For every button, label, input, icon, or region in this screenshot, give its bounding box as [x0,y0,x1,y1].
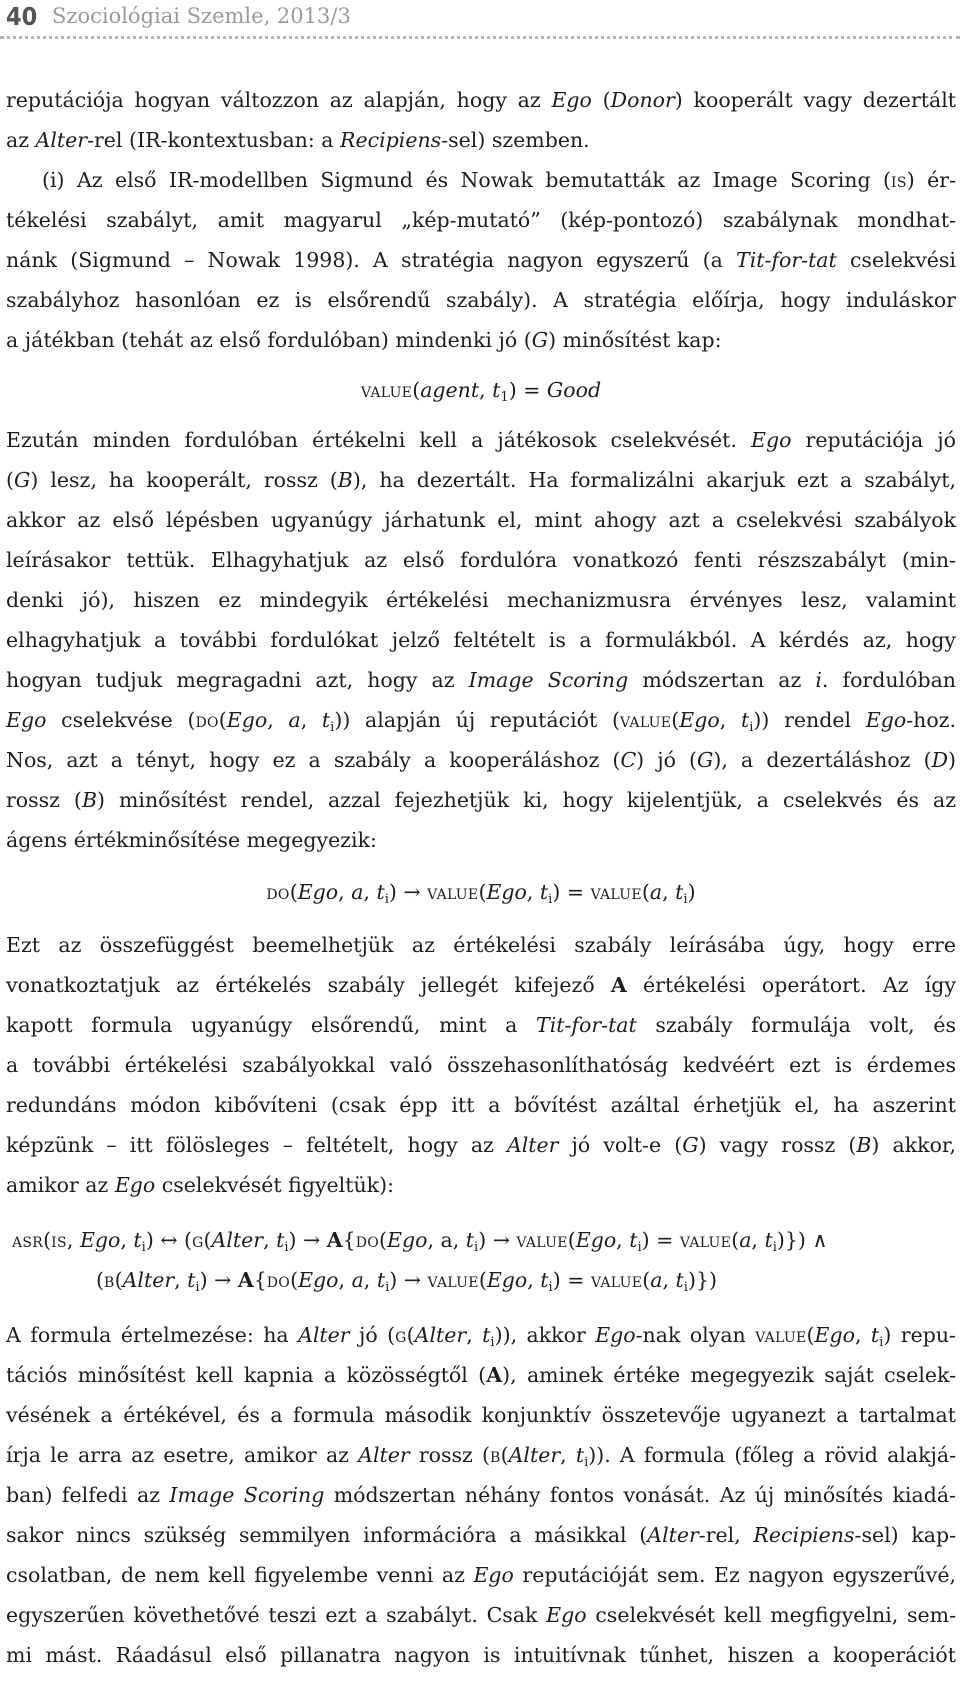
text-run: { [253,1268,267,1292]
text-run: )}) [687,1268,718,1292]
text-run: ( [6,468,14,492]
text-run: t [740,708,750,732]
text-run: Alter [508,1443,561,1467]
text-run: value [427,1268,479,1292]
text-run: t [276,1228,285,1252]
text-run: do [355,1228,380,1252]
text-run: )}) ∧ [776,1228,828,1252]
text-run: Ego [6,708,47,732]
text-run: i [879,1335,884,1350]
text-run: A formula értelmezése: ha [6,1323,299,1347]
text-run: value [619,708,672,732]
text-run: . [821,668,829,692]
text-run: a [288,708,301,732]
text-run: Ego [114,1173,156,1197]
text-run: B [337,468,353,492]
text-run: ( [406,1323,415,1347]
text-run: vonatkoztatjuk az értékelés szabály jellegét kifejező [6,973,611,997]
text-run: ) → [388,880,428,904]
text-run: ) = [508,378,547,402]
text-line [6,780,956,820]
text-run: do [266,880,290,904]
text-line [6,925,956,965]
text-run: ban) felfedi az [6,1483,170,1507]
text-run: i [141,1240,146,1255]
text-run: is [891,168,907,192]
text-run: ( [218,708,227,732]
text-run: t [482,1323,491,1347]
text-run: , [466,1323,483,1347]
text-run: Alter [506,1133,559,1157]
text-run: (i) Az első IR-modellben Sigmund és Nowak bemutatták az Image Scoring ( [42,168,892,192]
text-run: , [662,1268,676,1292]
text-run: Alter [358,1443,410,1467]
text-run: ( [671,708,680,732]
text-run: Good [546,378,602,402]
text-run: ( [641,880,650,904]
text-run: Ego [79,1228,121,1252]
text-line [6,1165,956,1205]
text-line [6,1515,956,1555]
text-run: t [870,1323,880,1347]
text-run: Ego [814,1323,855,1347]
text-line [6,1085,956,1125]
text-run: ) kooperált vagy dezertált [674,88,956,112]
text-run: t [321,708,331,732]
text-run: ( [203,1228,212,1252]
text-run: t [133,1228,142,1252]
header-divider [0,36,960,39]
text-line [6,1635,956,1675]
text-run: ) vagy rossz ( [698,1133,857,1157]
text-run: Ego [751,428,792,452]
text-run: Ego [575,1228,617,1252]
text-run: t [376,1268,386,1292]
text-run: ágens értékminősítése megegyezik: [6,828,377,852]
text-run: i [384,892,389,907]
text-run: , [363,1268,377,1292]
text-run: value [679,1228,732,1252]
text-run: agent [420,378,480,402]
text-line [6,1125,956,1165]
text-line [6,820,956,860]
text-run: Ego [486,1268,528,1292]
text-line [6,200,956,240]
text-run: i [637,1240,642,1255]
text-run: t [187,1268,196,1292]
text-run: a [351,1268,364,1292]
text-run: do [195,708,219,732]
text-line [6,460,956,500]
running-header [0,0,960,34]
text-run: t [376,880,385,904]
text-run: )), akkor [494,1323,596,1347]
text-run: do [266,1268,291,1292]
text-line [6,420,956,460]
text-run: i [284,1240,289,1255]
text-run: , [526,880,540,904]
text-run: i [490,1335,495,1350]
text-run: A [610,973,627,997]
text-run: akkor az első lépésben ugyanúgy járhatunk el, mint ahogy azt a cselekvési szabályok [6,508,956,532]
text-run: cselekvése ( [46,708,196,732]
text-run: ) [687,880,696,904]
text-run: írja le arra az esetre, amikor az [6,1443,359,1467]
text-run: i [584,1455,589,1470]
text-run: szabályhoz hasonlóan ez is elsőrendű szabály). A stratégia előírja, hogy induláskor [6,288,956,312]
text-run: i [385,1280,390,1295]
text-run: A [326,1228,343,1252]
text-run: ) → [389,1268,428,1292]
text-run: Ezután minden fordulóban értékelni kell a játékosok cselekvését. [6,428,751,452]
text-run: ) = [552,1268,591,1292]
text-run: rossz ( [6,788,82,812]
text-run: ), a dezertáláshoz ( [713,748,932,772]
text-run: G [682,1133,699,1157]
text-run: i [749,720,754,735]
text-run: Ego [595,1323,636,1347]
text-run: ) → [288,1228,327,1252]
text-run: értékelési operátort. Az így [626,973,956,997]
text-run: amikor az [6,1173,115,1197]
text-run: , [719,708,741,732]
text-line [6,580,956,620]
text-run: az [6,128,36,152]
text-run: cselekvési [836,248,956,272]
text-run: value [516,1228,568,1252]
page-number: 40 [6,2,38,31]
text-run: tékelési szabályt, amit magyarul „kép-mutató” (kép-pontozó) szabálynak mondhat- [6,208,956,232]
text-run: képzünk – itt fölösleges – feltételt, hogy az [6,1133,507,1157]
text-run: ) repu- [883,1323,956,1347]
text-run: i [474,1240,479,1255]
text-run: ( [591,88,611,112]
text-run: ), aminek értéke megegyezik saját cselek- [502,1363,956,1387]
text-run: 1 [500,390,509,405]
text-line [6,80,956,120]
text-line [6,660,956,700]
text-run: i [330,720,335,735]
text-line [6,1005,956,1045]
text-run: Ego [297,880,339,904]
text-run: redundáns módon kibővíteni (csak épp itt a bővítést azáltal érhetjük el, ha aszerint [6,1093,956,1117]
text-run: ) = [641,1228,680,1252]
text-run: value [360,378,413,402]
text-line [6,1435,956,1475]
text-run: t [629,1228,638,1252]
text-run: vésének a értékével, és a formula második konjunktív összetevője ugyanezt a tartalmat [6,1403,956,1427]
text-run: Ezt az összefüggést beemelhetjük az értékelési szabály leírásába úgy, hogy erre [6,933,956,957]
text-line [6,500,956,540]
text-run: i [548,892,553,907]
text-run: B [81,788,98,812]
text-run: t [575,1443,585,1467]
text-run: szabály formulája volt, és [636,1013,956,1037]
text-run: nánk (Sigmund – Nowak 1998). A stratégia nagyon egyszerű (a [6,248,737,272]
text-run: , [263,1228,277,1252]
text-line [6,1315,956,1355]
text-run: ( [567,1228,576,1252]
text-run: , [66,1228,80,1252]
formula-line [6,872,956,912]
text-run: ( [96,1268,104,1292]
text-run: i [683,1280,688,1295]
text-run: -rel, [698,1523,754,1547]
text-line [6,1555,956,1595]
text-run: i [195,1280,200,1295]
text-run: reputációja hogyan változzon az alapján, hogy az [6,88,552,112]
text-run: )) rendel [753,708,866,732]
text-run: )). A formula (főleg a rövid alakjá- [588,1443,956,1467]
text-run: ( [290,1268,299,1292]
text-run: t [764,1228,773,1252]
text-run: csolatban, de nem kell figyelembe venni az [6,1563,474,1587]
text-run: , [616,1228,630,1252]
text-run: Alter [122,1268,175,1292]
text-run: , [300,708,322,732]
text-line [6,620,956,660]
text-run: t [675,1268,684,1292]
text-run: value [755,1323,807,1347]
text-run: hogyan tudjuk megragadni azt, hogy az [6,668,469,692]
text-run: Ego [546,1603,587,1627]
text-run: , [338,880,352,904]
text-run: a játékban (tehát az első fordulóban) mindenki jó ( [6,328,532,352]
text-run: Tit-for-tat [736,248,837,272]
text-run: i [815,668,822,692]
text-run: a [649,880,663,904]
text-line [6,1475,956,1515]
text-run: Image Scoring [169,1483,325,1507]
text-line [6,540,956,580]
text-run: value [590,880,642,904]
text-line [6,965,956,1005]
text-run: D [931,748,948,772]
text-run: ( [412,378,421,402]
text-run: Image Scoring [468,668,629,692]
formula-line [6,370,956,410]
text-line [6,160,956,200]
text-run: Ego [298,1268,339,1292]
text-run: , [479,378,493,402]
text-run: Ego [551,88,592,112]
text-run: G [14,468,31,492]
text-run: b [104,1268,115,1292]
text-run: ( [500,1443,509,1467]
text-run: módszertan az [628,668,816,692]
text-run: , [174,1268,188,1292]
text-run: denki jó), hiszen ez mindegyik értékelési mechanizmusra érvényes lesz, valamint [6,588,956,612]
text-line [6,240,956,280]
text-run: ( [43,1228,52,1252]
text-run: g [395,1323,407,1347]
text-run: rossz ( [409,1443,490,1467]
text-run: ), ha dezertált. Ha formalizálni akarjuk ezt a szabályt, [352,468,956,492]
text-run: Tit-for-tat [536,1013,637,1037]
text-line [6,320,956,360]
text-run: egyszerűen követhetővé teszi ezt a szabályt. Csak [6,1603,547,1627]
text-run: ) = [552,880,591,904]
text-line [6,280,956,320]
text-line [6,700,956,740]
text-run: -nak olyan [635,1323,756,1347]
text-run: A [237,1268,254,1292]
text-run: Alter [35,128,88,152]
formula-line [6,1220,956,1260]
text-run: Recipiens [340,128,442,152]
text-run: reputációja jó [791,428,957,452]
text-run: ( [731,1228,740,1252]
text-run: a [650,1268,663,1292]
text-line [6,1395,956,1435]
text-run: C [620,748,637,772]
text-run: i [683,892,688,907]
text-run: i [772,1240,777,1255]
text-run: ) [948,748,956,772]
text-run: Ego [387,1228,428,1252]
text-run: -rel (IR-kontextusban: a [87,128,341,152]
text-run: ) lesz, ha kooperált, rossz ( [30,468,338,492]
formula-line [6,1260,956,1300]
text-run: ( [289,880,298,904]
text-run: G [697,748,714,772]
text-run: i [548,1280,553,1295]
text-line [6,1595,956,1635]
text-run: ( [114,1268,123,1292]
text-run: , [120,1228,134,1252]
text-run: is [51,1228,67,1252]
text-run: Ego [865,708,907,732]
text-run: jó ( [349,1323,396,1347]
text-run: ) akkor, [871,1133,956,1157]
text-run: Ego [226,708,268,732]
text-run: g [192,1228,204,1252]
text-run: Recipiens [753,1523,855,1547]
text-run: b [490,1443,501,1467]
text-run: cselekvését kell megfigyelni, sem- [586,1603,956,1627]
text-run: Alter [414,1323,467,1347]
text-run: kapott formula ugyanúgy elsőrendű, mint a [6,1013,537,1037]
text-run: t [675,880,684,904]
text-run: , [560,1443,576,1467]
text-run: ) minősítést kap: [548,328,722,352]
text-run: A [486,1363,503,1387]
text-run: módszertan néhány fontos vonását. Az új minősítés kiadá- [324,1483,956,1507]
text-run: ) minősítést rendel, azzal fejezhetjük ki, hogy kijelentjük, a cselekvés és az [97,788,957,812]
text-run: t [540,1268,549,1292]
text-run: Donor [610,88,675,112]
text-run: Ego [679,708,720,732]
text-run: , [363,880,377,904]
text-run: a [351,880,364,904]
text-run: jó volt-e ( [558,1133,683,1157]
text-run: ( [642,1268,651,1292]
text-run: Nos, azt a tényt, hogy ez a szabály a kooperáláshoz ( [6,748,621,772]
text-run: ) ↔ ( [145,1228,193,1252]
text-run: fordulóban [828,668,956,692]
text-run: G [531,328,549,352]
text-run: Alter [647,1523,699,1547]
text-run: t [492,378,501,402]
text-run: , a, [427,1228,466,1252]
journal-title: Szociológiai Szemle, 2013/3 [52,4,351,28]
text-run: ) jó ( [636,748,698,772]
text-run: ( [806,1323,815,1347]
text-run: -sel) szemben. [441,128,590,152]
text-run: Ego [473,1563,514,1587]
text-run: cselekvését figyeltük): [155,1173,394,1197]
text-run: )) alapján új reputációt ( [334,708,620,732]
text-line [6,1355,956,1395]
text-run: -hoz. [906,708,956,732]
text-run: , [338,1268,352,1292]
text-run: elhagyhatjuk a további fordulókat jelző feltételt is a formulákból. A kérdés az, hogy [6,628,956,652]
text-run: , [527,1268,541,1292]
text-run: { [342,1228,356,1252]
text-run: B [856,1133,872,1157]
text-run: Ego [486,880,527,904]
text-run: t [465,1228,475,1252]
text-run: ( [478,880,487,904]
text-run: ) → [199,1268,238,1292]
text-line [6,1045,956,1085]
text-run: ( [478,1268,487,1292]
text-run: reputációját sem. Ez nagyon egyszerűvé, [513,1563,957,1587]
text-run: value [590,1268,643,1292]
text-run: t [539,880,549,904]
text-run: ) ér- [906,168,957,192]
text-run: Alter [298,1323,350,1347]
text-run: , [854,1323,871,1347]
text-run: a [739,1228,752,1252]
text-run: , [751,1228,765,1252]
text-run: -sel) kap- [854,1523,957,1547]
text-line [6,740,956,780]
text-run: leírásakor tettük. Elhagyhatjuk az első fordulóra vonatkozó fenti részszabályt (min- [6,548,956,572]
text-run: asr [12,1228,44,1252]
text-run: tációs minősítést kell kapnia a közösségtől ( [6,1363,487,1387]
text-run: , [267,708,289,732]
text-run: value [427,880,479,904]
text-line [6,120,956,160]
text-run: , [662,880,676,904]
text-run: mi mást. Ráadásul első pillanatra nagyon is intuitívnak tűnhet, hiszen a kooperációt [6,1643,956,1667]
text-run: ( [379,1228,388,1252]
text-run: sakor nincs szükség semmilyen információra a másikkal ( [6,1523,648,1547]
text-run: Alter [211,1228,264,1252]
text-run: ) → [478,1228,517,1252]
text-run: a további értékelési szabályokkal való összehasonlíthatóság kedvéért ezt is érdemes [6,1053,956,1077]
